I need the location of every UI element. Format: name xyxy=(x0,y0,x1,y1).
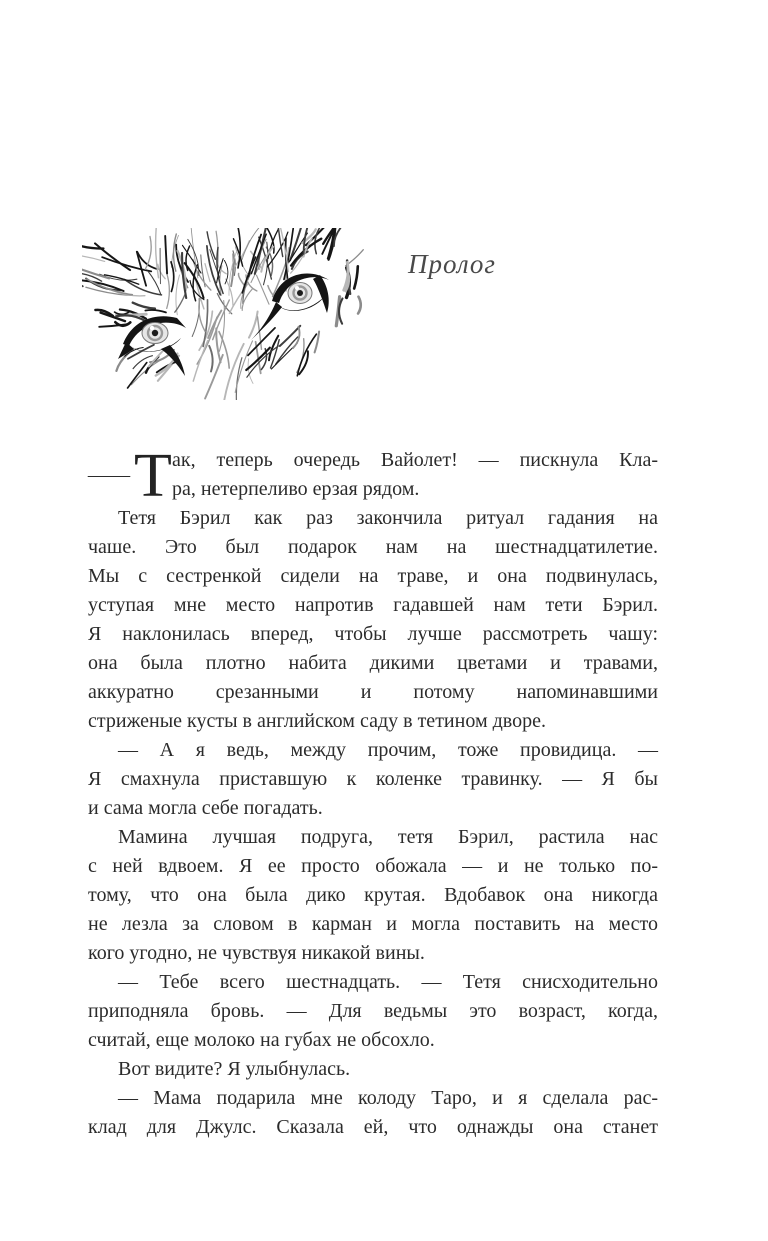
paragraph xyxy=(88,442,658,510)
chapter-title: Пролог xyxy=(408,249,496,279)
paragraph xyxy=(88,736,658,823)
text-line: Мы с сестренкой сидели на траве, и она подвинулась, xyxy=(88,565,658,587)
text-line: ра, нетерпеливо ерзая рядом. xyxy=(172,478,420,500)
text-line: с ней вдвоем. Я ее просто обожала — и не только по- xyxy=(88,855,658,877)
paragraph xyxy=(88,1055,658,1084)
text-line: ак, теперь очередь Вайолет! — пискнула Кла- xyxy=(172,449,658,471)
text-line: — Мама подарила мне колоду Таро, и я сделала рас- xyxy=(118,1087,658,1109)
text-line: Вот видите? Я улыбнулась. xyxy=(118,1058,351,1080)
text-line: Я смахнула приставшую к коленке травинку. — Я бы xyxy=(88,768,658,790)
paragraph xyxy=(88,968,658,1055)
text-line: — Тебе всего шестнадцать. — Тетя снисходительно xyxy=(118,971,658,993)
text-line: приподняла бровь. — Для ведьмы это возраст, когда, xyxy=(88,1000,658,1022)
paragraph xyxy=(88,1084,658,1142)
wolf-eyes-illustration xyxy=(82,228,382,400)
drop-cap xyxy=(88,442,172,510)
text-line: кого угодно, не чувствуя никакой вины. xyxy=(88,942,425,964)
text-line: стриженые кусты в английском саду в тетином дворе. xyxy=(88,710,546,732)
text-line: Я наклонилась вперед, чтобы лучше рассмотреть чашу: xyxy=(88,623,658,645)
dialogue-dash: — xyxy=(88,464,130,486)
text-line: Тетя Бэрил как раз закончила ритуал гадания на xyxy=(118,507,658,529)
text-line: клад для Джулс. Сказала ей, что однажды она станет xyxy=(88,1116,658,1138)
paragraph xyxy=(88,823,658,968)
body-text xyxy=(88,442,658,1142)
text-line: считай, еще молоко на губах не обсохло. xyxy=(88,1029,435,1051)
text-line: чаше. Это был подарок нам на шестнадцатилетие. xyxy=(88,536,658,558)
text-line: уступая мне место напротив гадавшей нам тети Бэрил. xyxy=(88,594,658,616)
paragraph xyxy=(88,504,658,736)
text-line: тому, что она была дико крутая. Вдобавок она никогда xyxy=(88,884,658,906)
text-line: Мамина лучшая подруга, тетя Бэрил, растила нас xyxy=(118,826,658,848)
text-line: не лезла за словом в карман и могла поставить на место xyxy=(88,913,658,935)
text-line: и сама могла себе погадать. xyxy=(88,797,323,819)
text-line: она была плотно набита дикими цветами и травами, xyxy=(88,652,658,674)
drop-cap-letter: Т xyxy=(134,442,172,510)
text-line: аккуратно срезанными и потому напоминавшими xyxy=(88,681,658,703)
text-line: — А я ведь, между прочим, тоже провидица. — xyxy=(118,739,658,761)
right-eye xyxy=(251,273,329,340)
